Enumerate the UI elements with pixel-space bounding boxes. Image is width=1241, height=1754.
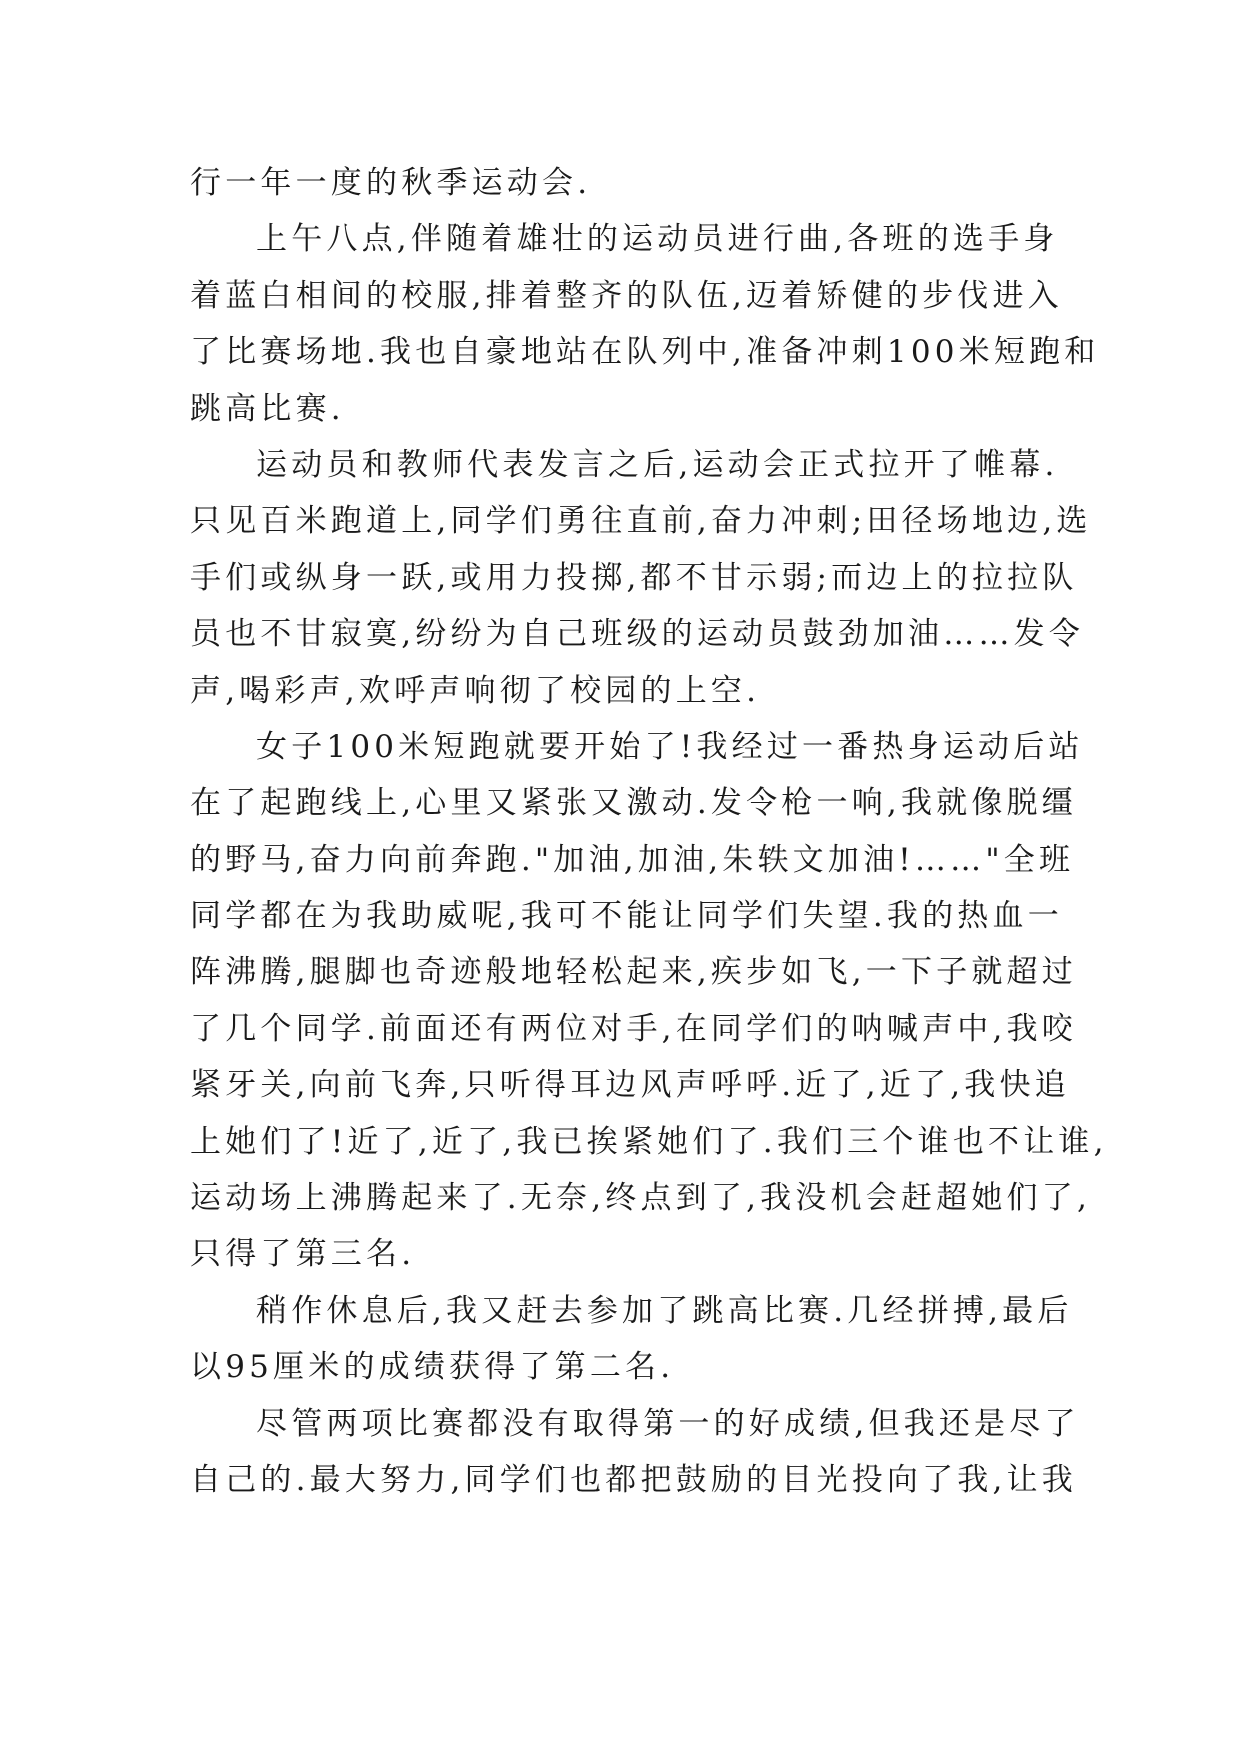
paragraph-start-line: 上午八点,伴随着雄壮的运动员进行曲,各班的选手身 [256,221,1059,258]
text-line: 跳高比赛. [190,390,345,427]
paragraph-start-line: 女子100米短跑就要开始了!我经过一番热身运动后站 [256,728,1084,765]
text-line: 着蓝白相间的校服,排着整齐的队伍,迈着矫健的步伐进入 [190,277,1063,314]
text-line: 以95厘米的成绩获得了第二名. [190,1349,675,1386]
text-line: 只见百米跑道上,同学们勇往直前,奋力冲刺;田径场地边,选 [190,503,1092,540]
text-line: 阵沸腾,腿脚也奇迹般地轻松起来,疾步如飞,一下子就超过 [190,954,1077,991]
text-line: 的野马,奋力向前奔跑."加油,加油,朱轶文加油!……"全班 [190,841,1075,878]
text-line: 员也不甘寂寞,纷纷为自己班级的运动员鼓劲加油……发令 [190,616,1085,653]
text-line: 在了起跑线上,心里又紧张又激动.发令枪一响,我就像脱缰 [190,785,1077,822]
text-line: 同学都在为我助威呢,我可不能让同学们失望.我的热血一 [190,898,1063,935]
text-line: 上她们了!近了,近了,我已挨紧她们了.我们三个谁也不让谁, [190,1123,1108,1160]
article-body [190,155,1108,1508]
text-line: 自己的.最大努力,同学们也都把鼓励的目光投向了我,让我 [190,1461,1077,1498]
paragraph-start-line: 稍作休息后,我又赶去参加了跳高比赛.几经拼搏,最后 [256,1292,1073,1329]
paragraph-start-line: 尽管两项比赛都没有取得第一的好成绩,但我还是尽了 [256,1405,1080,1442]
text-line: 了几个同学.前面还有两位对手,在同学们的呐喊声中,我咬 [190,1010,1077,1047]
text-line: 运动场上沸腾起来了.无奈,终点到了,我没机会赶超她们了, [190,1180,1092,1217]
paragraph-start-line: 运动员和教师代表发言之后,运动会正式拉开了帷幕. [256,446,1059,483]
text-line: 手们或纵身一跃,或用力投掷,都不甘示弱;而边上的拉拉队 [190,559,1078,596]
text-line: 只得了第三名. [190,1236,416,1273]
text-line: 行一年一度的秋季运动会. [190,165,592,201]
text-line: 声,喝彩声,欢呼声响彻了校园的上空. [190,672,761,709]
text-line: 了比赛场地.我也自豪地站在队列中,准备冲刺100米短跑和 [190,334,1100,371]
text-line: 紧牙关,向前飞奔,只听得耳边风声呼呼.近了,近了,我快追 [190,1067,1070,1104]
